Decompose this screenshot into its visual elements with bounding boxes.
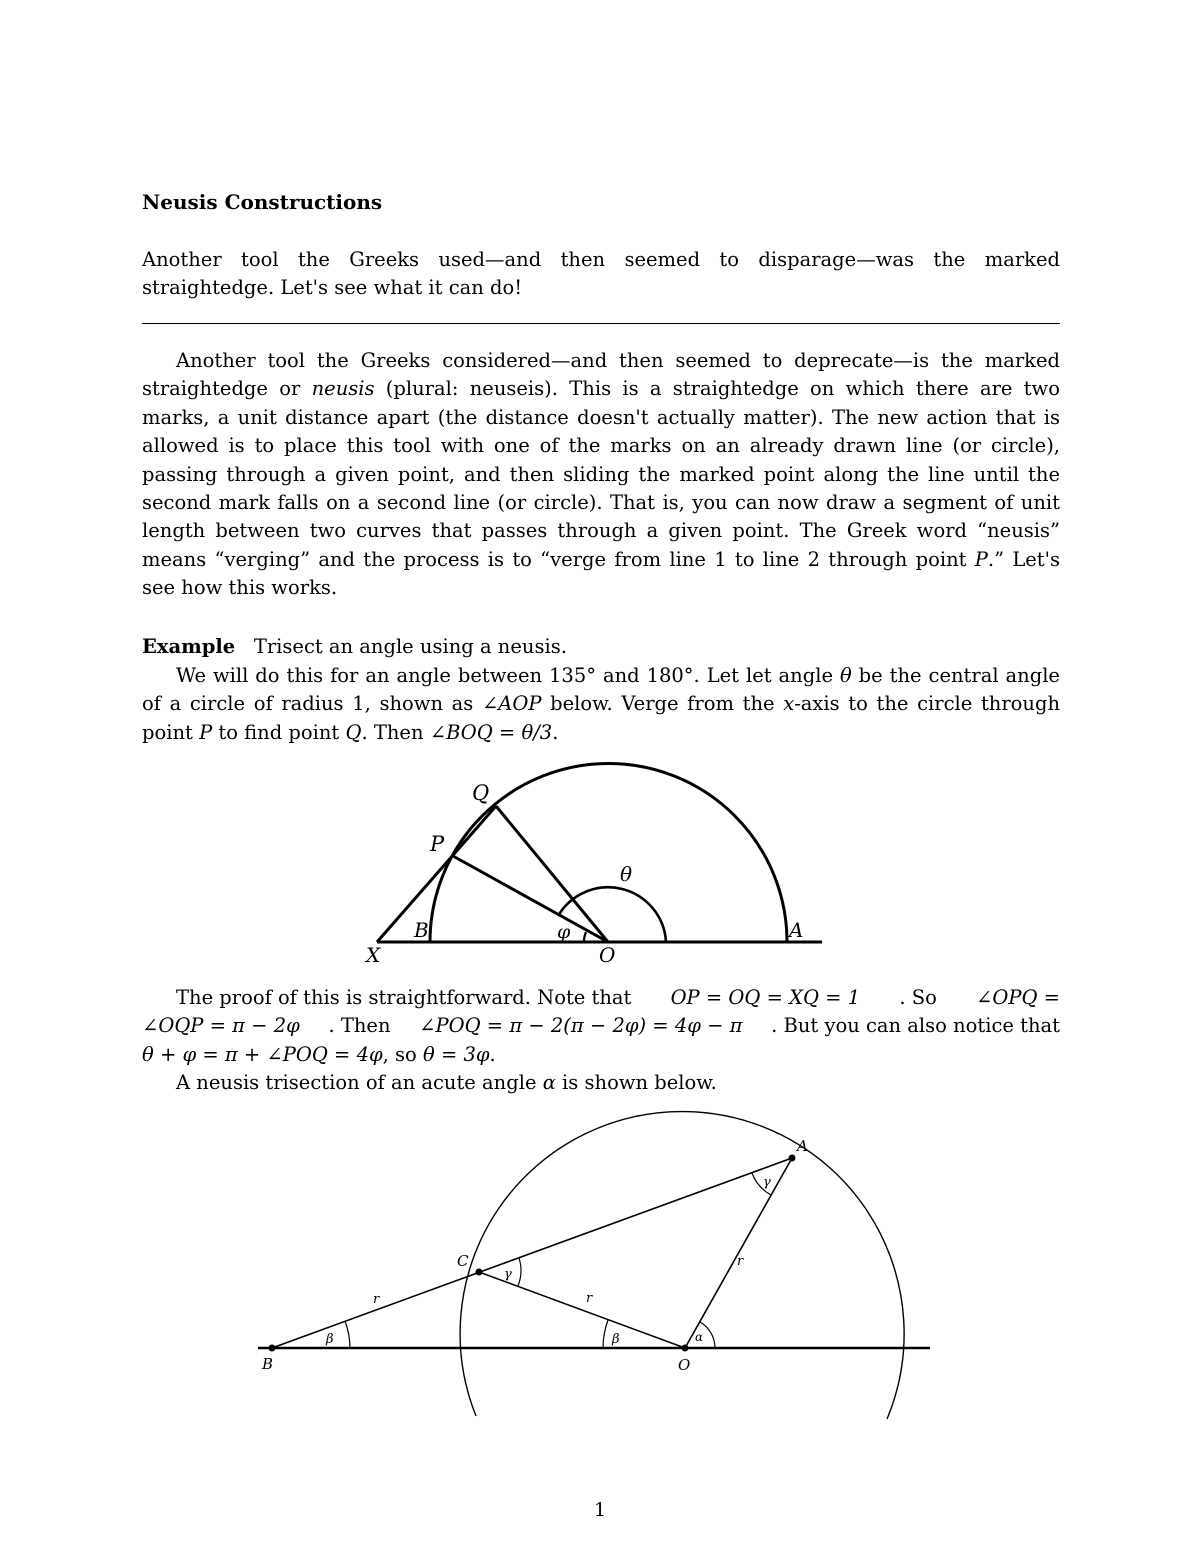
proof-text-3b: .	[489, 1042, 496, 1066]
beta-arc-b	[345, 1321, 350, 1348]
point-a	[789, 1155, 796, 1162]
ex-point-q: Q	[345, 720, 362, 744]
proof-text-4b: is shown below.	[555, 1071, 717, 1095]
proof-eq-2b: ∠POQ = π − 2(π − 2φ) = 4φ − π	[419, 1014, 743, 1038]
fig1-label-a: A	[789, 918, 804, 942]
ex-text-d: -axis to the circle through point	[142, 692, 1061, 744]
ex-x: x	[783, 692, 795, 716]
fig1-label-x: X	[366, 943, 381, 967]
proof-text-1b: . So	[899, 986, 937, 1009]
ex-text-g: .	[552, 720, 559, 744]
fig2-label-beta-o: β	[612, 1332, 620, 1347]
fig1-label-o: O	[599, 943, 616, 967]
fig1-label-q: Q	[472, 781, 490, 805]
fig2-label-beta-b: β	[326, 1332, 334, 1347]
fig2-label-a: A	[797, 1137, 808, 1155]
section-title: Neusis Constructions	[142, 190, 383, 214]
segment-ba	[272, 1158, 792, 1348]
point-c	[476, 1269, 483, 1276]
fig2-label-r-bc: r	[373, 1292, 380, 1307]
proof-text-2a: . Then	[328, 1014, 391, 1038]
proof-eq-1b: ∠OPQ =	[976, 986, 1060, 1009]
proof-alpha: α	[542, 1071, 556, 1095]
p1-text-a: Another tool the Greeks considered—and then seemed to deprecate—is the marked straightedge or	[142, 349, 1060, 401]
page-number: 1	[593, 1499, 607, 1521]
gamma-arc-c	[518, 1258, 521, 1286]
segment-co	[479, 1272, 685, 1348]
fig2-label-r-co: r	[586, 1291, 593, 1306]
fig2-label-b: B	[262, 1355, 274, 1373]
proof-text-1a: The proof of this is straightforward. Note that	[176, 986, 632, 1009]
proof-text-4a: A neusis trisection of an acute angle	[176, 1071, 543, 1095]
point-b	[269, 1345, 276, 1352]
example-lead: Trisect an angle using a neusis.	[253, 635, 567, 658]
fig2-label-c: C	[457, 1252, 469, 1270]
example-label: Example	[142, 635, 236, 658]
fig2-label-alpha: α	[695, 1330, 704, 1344]
beta-arc-o	[603, 1320, 608, 1348]
p1-text-b: (plural: neuseis). This is a straightedge on which there are two marks, a unit distance apart (the distance doesn't actually matter). The new action that is allowed is to place this tool with one of the marks on an already drawn line (or circle), passing through a given point, and then sliding the marked point along the line until the second mark falls on a second line (or circle). That is, you can now draw a segment of unit length between two curves that passes through a given point. The Greek word “neusis” means “verging” and the process is to “verge from line 1 to line 2 through point	[142, 377, 1060, 571]
proof-eq-2: ∠OQP = π − 2φ	[142, 1014, 300, 1038]
ex-text-f: . Then	[361, 720, 430, 744]
proof-eq-3b: θ = 3φ	[423, 1042, 490, 1066]
p1-text-c: .” Let's see how this works.	[142, 547, 1061, 600]
ex-text-b: be the central angle of a circle of radius 1, shown as	[142, 664, 1060, 716]
ex-point-p: P	[199, 720, 213, 744]
ex-equation: ∠BOQ = θ/3	[429, 720, 553, 744]
fig1-label-theta: θ	[620, 862, 633, 886]
ex-text-a: We will do this for an angle between 135° and 180°. Let let angle	[176, 664, 840, 687]
fig2-label-r-oa: r	[737, 1254, 744, 1269]
fig1-label-p: P	[430, 832, 445, 856]
fig2-label-o: O	[678, 1356, 691, 1374]
proof-text-2b: . But you can also notice that	[771, 1014, 1060, 1038]
ex-angle-aop: ∠AOP	[481, 692, 542, 716]
ex-text-c: below. Verge from the	[541, 692, 784, 716]
fig1-label-phi: φ	[557, 921, 571, 943]
proof-eq-1: OP = OQ = XQ = 1	[670, 986, 861, 1009]
proof-text-3a: , so	[382, 1042, 423, 1066]
p1-point-p: P	[974, 547, 988, 571]
intro-paragraph: Another tool the Greeks used—and then seemed to disparage—was the marked straightedge. Let's see what it can do!	[142, 248, 1060, 300]
point-o	[682, 1345, 689, 1352]
ex-text-e: to find point	[212, 720, 346, 744]
ex-theta: θ	[839, 664, 852, 687]
fig2-label-gamma-a: γ	[763, 1175, 771, 1190]
p1-neusis-em: neusis	[311, 377, 375, 401]
proof-eq-3: θ + φ = π + ∠POQ = 4φ	[142, 1042, 383, 1066]
fig2-label-gamma-c: γ	[504, 1267, 512, 1282]
segment-oa	[685, 1158, 792, 1348]
fig1-label-b: B	[414, 918, 429, 942]
